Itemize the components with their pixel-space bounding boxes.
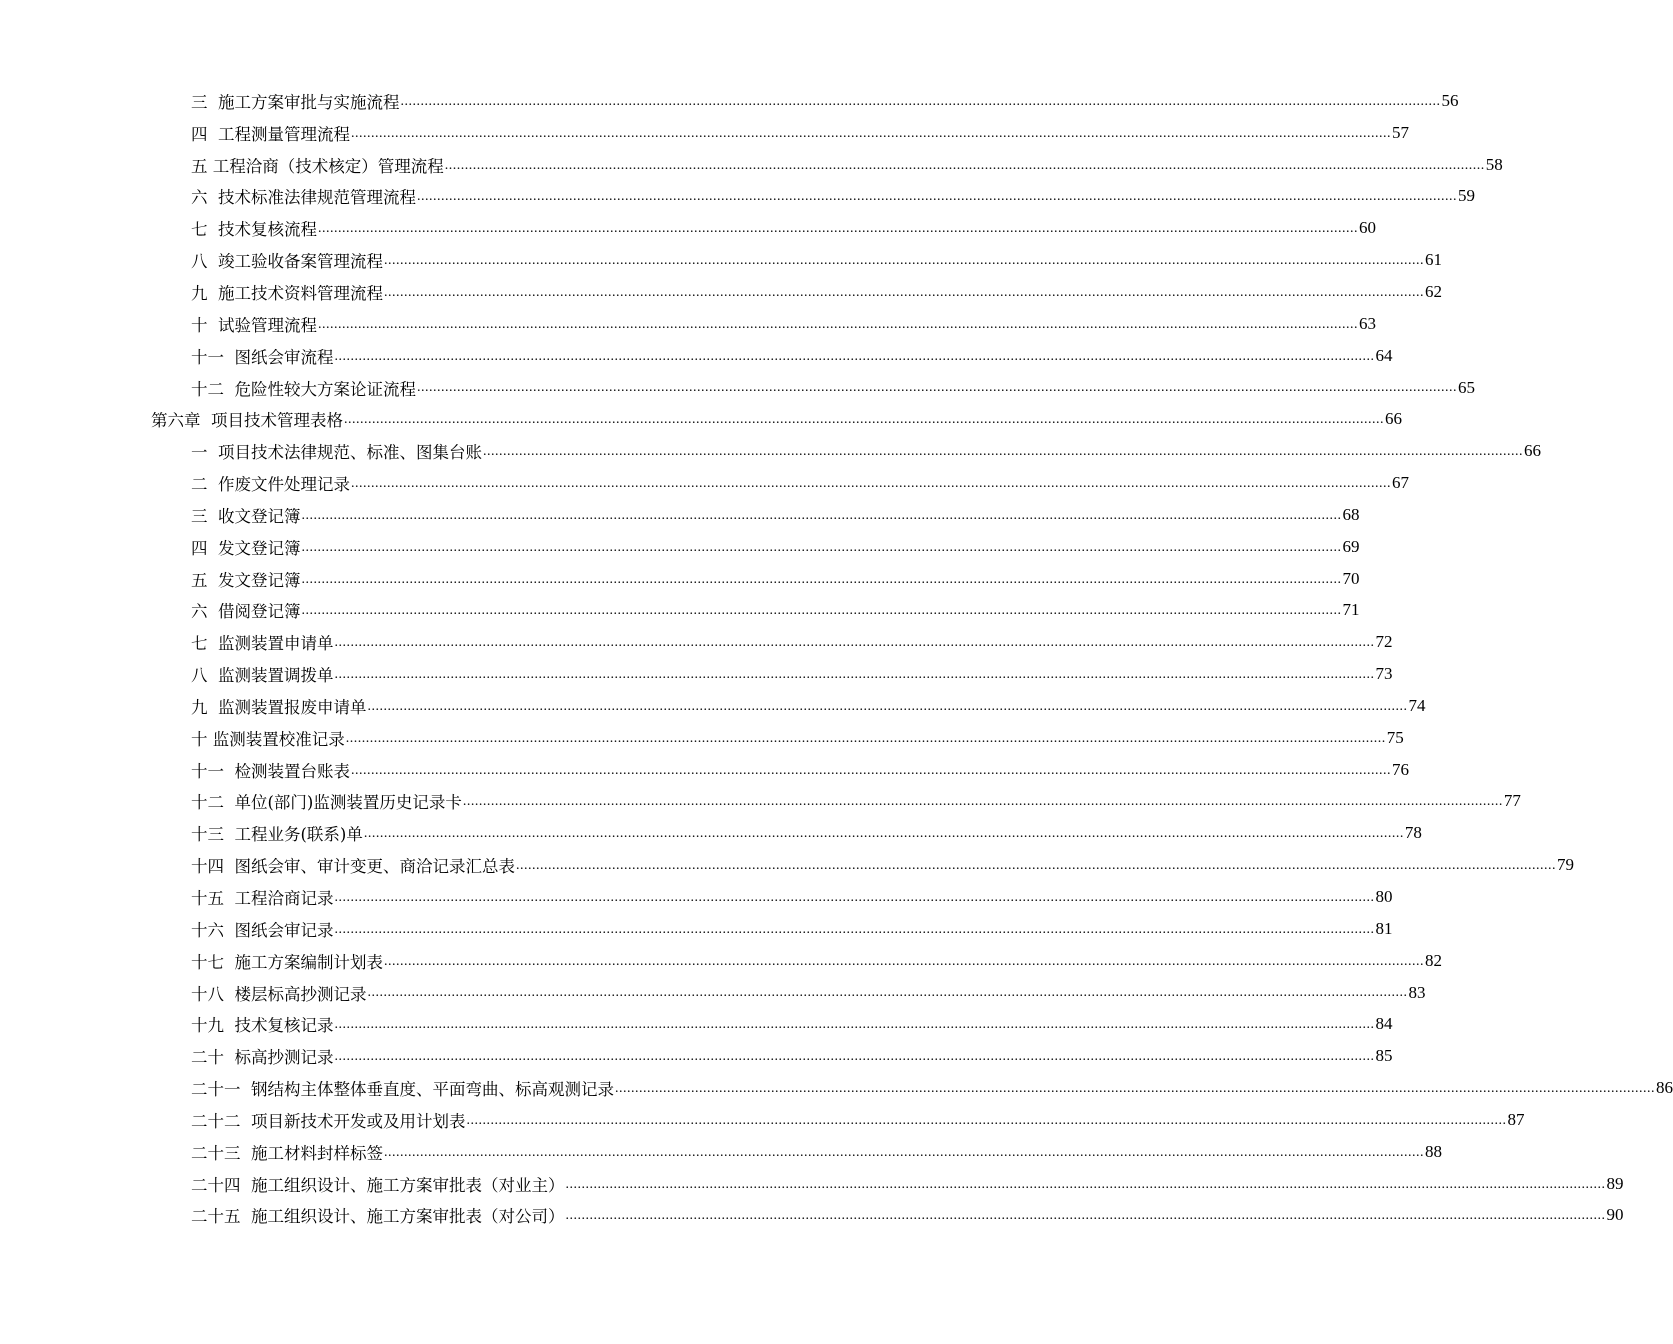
toc-entry[interactable] — [0, 754, 1409, 786]
toc-entry-title: 十一 图纸会审流程 — [191, 347, 334, 367]
toc-page-number: 84 — [1375, 1014, 1393, 1034]
toc-entry-title: 二 作废文件处理记录 — [191, 475, 350, 495]
toc-page-number: 78 — [1404, 823, 1422, 843]
toc-page-number: 79 — [1557, 855, 1574, 875]
toc-entry-title: 一 项目技术法律规范、标准、图集台账 — [191, 443, 482, 463]
toc-entry-title: 二十一 钢结构主体整体垂直度、平面弯曲、标高观测记录 — [191, 1080, 614, 1100]
toc-entry-title: 五 工程洽商（技术核定）管理流程 — [191, 156, 444, 176]
toc-page-number: 67 — [1392, 473, 1409, 493]
toc-page-number: 58 — [1485, 154, 1503, 174]
toc-dot-leader: .................................................................................................................................................................................................................................................................... — [318, 316, 1358, 332]
toc-entry-title: 十九 技术复核记录 — [191, 1016, 334, 1036]
toc-page-number: 82 — [1425, 950, 1442, 970]
toc-page-number: 88 — [1425, 1141, 1442, 1161]
toc-dot-leader: .................................................................................................................................................................................................................................................................... — [318, 221, 1358, 237]
toc-page-number: 83 — [1408, 982, 1426, 1002]
toc-entry-title: 十二 危险性较大方案论证流程 — [191, 379, 416, 399]
toc-page-number: 71 — [1342, 600, 1360, 620]
toc-dot-leader: .................................................................................................................................................................................................................................................................... — [615, 1081, 1655, 1096]
toc-entry-title: 三 施工方案审批与实施流程 — [191, 92, 400, 112]
toc-page-number: 75 — [1386, 727, 1404, 747]
toc-entry[interactable] — [0, 1200, 1624, 1232]
toc-dot-leader: .................................................................................................................................................................................................................................................................... — [351, 125, 1391, 141]
toc-dot-leader: .................................................................................................................................................................................................................................................................... — [334, 1049, 1375, 1065]
toc-entry[interactable] — [0, 849, 1574, 881]
toc-entry[interactable] — [0, 563, 1360, 595]
toc-entry-title: 七 技术复核流程 — [191, 220, 317, 240]
toc-page-number: 66 — [1524, 441, 1541, 461]
toc-dot-leader: .................................................................................................................................................................................................................................................................... — [351, 475, 1391, 491]
toc-entry[interactable] — [0, 1072, 1673, 1104]
toc-entry-title: 十五 工程洽商记录 — [191, 889, 334, 909]
toc-entry[interactable] — [0, 817, 1422, 849]
toc-page-number: 85 — [1375, 1046, 1393, 1066]
toc-dot-leader: .................................................................................................................................................................................................................................................................... — [400, 93, 1441, 109]
toc-dot-leader: .................................................................................................................................................................................................................................................................... — [417, 189, 1457, 205]
toc-entry-title: 二十五 施工组织设计、施工方案审批表（对公司） — [191, 1207, 565, 1227]
toc-dot-leader: .................................................................................................................................................................................................................................................................... — [344, 412, 1384, 428]
toc-dot-leader: .................................................................................................................................................................................................................................................................... — [466, 1112, 1507, 1128]
toc-entry[interactable] — [0, 499, 1360, 531]
toc-page-number: 68 — [1342, 504, 1360, 524]
toc-dot-leader: .................................................................................................................................................................................................................................................................... — [384, 284, 1424, 300]
toc-entry-title: 三 收文登记簿 — [191, 506, 301, 526]
toc-entry-title: 十三 工程业务(联系)单 — [191, 825, 363, 845]
toc-entry[interactable] — [0, 372, 1475, 404]
toc-entry[interactable] — [0, 626, 1393, 658]
toc-entry[interactable] — [0, 340, 1393, 372]
toc-dot-leader: .................................................................................................................................................................................................................................................................... — [301, 571, 1342, 587]
toc-entry[interactable] — [0, 1040, 1393, 1072]
toc-entry[interactable] — [0, 658, 1393, 690]
toc-entry-title: 八 竣工验收备案管理流程 — [191, 252, 383, 272]
toc-entry-title: 九 施工技术资料管理流程 — [191, 283, 383, 303]
toc-entry[interactable] — [0, 1168, 1624, 1200]
toc-dot-leader: .................................................................................................................................................................................................................................................................... — [334, 1017, 1375, 1033]
toc-page-number: 64 — [1375, 345, 1393, 365]
toc-entry[interactable] — [0, 786, 1521, 818]
toc-page-number: 90 — [1606, 1205, 1624, 1225]
toc-page-number: 63 — [1359, 313, 1376, 333]
toc-dot-leader: .................................................................................................................................................................................................................................................................... — [334, 889, 1375, 905]
toc-page-number: 70 — [1342, 568, 1360, 588]
toc-entry-title: 二十二 项目新技术开发或及用计划表 — [191, 1111, 466, 1131]
toc-page-number: 56 — [1441, 90, 1459, 110]
toc-page-number: 87 — [1507, 1109, 1525, 1129]
table-of-contents — [0, 85, 1673, 1231]
toc-entry[interactable] — [0, 181, 1475, 213]
toc-entry-title: 四 发文登记簿 — [191, 538, 301, 558]
toc-page-number: 60 — [1359, 218, 1376, 238]
toc-dot-leader: .................................................................................................................................................................................................................................................................... — [565, 1176, 1606, 1192]
toc-dot-leader: .................................................................................................................................................................................................................................................................... — [367, 985, 1408, 1001]
toc-dot-leader: .................................................................................................................................................................................................................................................................... — [345, 730, 1386, 746]
toc-page-number: 61 — [1425, 250, 1442, 270]
toc-page-number: 80 — [1375, 887, 1393, 907]
toc-dot-leader: .................................................................................................................................................................................................................................................................... — [444, 157, 1485, 173]
toc-page-number: 73 — [1375, 664, 1393, 684]
toc-entry-title: 七 监测装置申请单 — [191, 634, 334, 654]
toc-entry[interactable] — [0, 467, 1409, 499]
toc-entry-title: 二十三 施工材料封样标签 — [191, 1143, 383, 1163]
toc-dot-leader: .................................................................................................................................................................................................................................................................... — [363, 826, 1404, 842]
toc-entry-title: 九 监测装置报废申请单 — [191, 697, 367, 717]
toc-entry[interactable] — [0, 531, 1360, 563]
toc-page-number: 62 — [1425, 281, 1442, 301]
toc-entry[interactable] — [0, 722, 1404, 754]
toc-dot-leader: .................................................................................................................................................................................................................................................................... — [301, 507, 1342, 523]
toc-dot-leader: .................................................................................................................................................................................................................................................................... — [301, 539, 1342, 555]
toc-entry[interactable] — [0, 1136, 1442, 1168]
toc-entry[interactable] — [0, 308, 1376, 340]
toc-entry-title: 二十四 施工组织设计、施工方案审批表（对业主） — [191, 1175, 565, 1195]
toc-page-number: 69 — [1342, 536, 1360, 556]
toc-entry-title: 十二 单位(部门)监测装置历史记录卡 — [191, 793, 462, 813]
toc-entry-title: 十一 检测装置台账表 — [191, 761, 350, 781]
toc-dot-leader: .................................................................................................................................................................................................................................................................... — [516, 858, 1556, 874]
toc-dot-leader: .................................................................................................................................................................................................................................................................... — [367, 698, 1408, 714]
toc-entry-title: 四 工程测量管理流程 — [191, 124, 350, 144]
toc-entry[interactable] — [0, 85, 1459, 117]
toc-entry-title: 五 发文登记簿 — [191, 570, 301, 590]
toc-dot-leader: .................................................................................................................................................................................................................................................................... — [483, 444, 1523, 460]
toc-dot-leader: .................................................................................................................................................................................................................................................................... — [462, 794, 1503, 810]
toc-dot-leader: .................................................................................................................................................................................................................................................................... — [417, 380, 1457, 396]
toc-entry[interactable] — [0, 913, 1393, 945]
toc-dot-leader: .................................................................................................................................................................................................................................................................... — [384, 1144, 1424, 1160]
toc-dot-leader: .................................................................................................................................................................................................................................................................... — [301, 603, 1342, 619]
toc-dot-leader: .................................................................................................................................................................................................................................................................... — [334, 635, 1375, 651]
toc-entry-title: 十八 楼层标高抄测记录 — [191, 984, 367, 1004]
toc-entry-title: 八 监测装置调拨单 — [191, 666, 334, 686]
toc-chapter-entry[interactable] — [0, 403, 1402, 435]
toc-entry[interactable] — [0, 212, 1376, 244]
toc-entry[interactable] — [0, 595, 1360, 627]
toc-page-number: 89 — [1606, 1173, 1624, 1193]
toc-entry-title: 十 试验管理流程 — [191, 315, 317, 335]
toc-entry[interactable] — [0, 977, 1426, 1009]
toc-entry-title: 六 技术标准法律规范管理流程 — [191, 188, 416, 208]
toc-entry[interactable] — [0, 1104, 1525, 1136]
toc-entry-title: 十 监测装置校准记录 — [191, 729, 345, 749]
toc-entry-title: 第六章 项目技术管理表格 — [151, 411, 343, 431]
toc-entry[interactable] — [0, 149, 1503, 181]
toc-entry-title: 十六 图纸会审记录 — [191, 920, 334, 940]
toc-page-number: 77 — [1503, 791, 1521, 811]
toc-entry[interactable] — [0, 690, 1426, 722]
toc-entry[interactable] — [0, 881, 1393, 913]
toc-page-number: 65 — [1458, 377, 1475, 397]
toc-page-number: 72 — [1375, 632, 1393, 652]
toc-dot-leader: .................................................................................................................................................................................................................................................................... — [384, 953, 1424, 969]
toc-entry[interactable] — [0, 117, 1409, 149]
toc-page-number: 66 — [1385, 409, 1402, 429]
toc-page-number: 59 — [1458, 186, 1475, 206]
toc-entry[interactable] — [0, 435, 1541, 467]
toc-dot-leader: .................................................................................................................................................................................................................................................................... — [351, 762, 1391, 778]
toc-entry-title: 十四 图纸会审、审计变更、商洽记录汇总表 — [191, 857, 515, 877]
toc-page-number: 76 — [1392, 759, 1409, 779]
toc-entry[interactable] — [0, 945, 1442, 977]
toc-entry-title: 六 借阅登记簿 — [191, 602, 301, 622]
toc-dot-leader: .................................................................................................................................................................................................................................................................... — [565, 1208, 1606, 1224]
toc-page-number: 81 — [1375, 918, 1393, 938]
toc-entry[interactable] — [0, 276, 1442, 308]
toc-dot-leader: .................................................................................................................................................................................................................................................................... — [384, 253, 1424, 269]
toc-dot-leader: .................................................................................................................................................................................................................................................................... — [334, 667, 1375, 683]
toc-entry-title: 十七 施工方案编制计划表 — [191, 952, 383, 972]
toc-dot-leader: .................................................................................................................................................................................................................................................................... — [334, 921, 1375, 937]
toc-page-number: 74 — [1408, 695, 1426, 715]
toc-entry[interactable] — [0, 244, 1442, 276]
toc-dot-leader: .................................................................................................................................................................................................................................................................... — [334, 348, 1375, 364]
toc-page-number: 86 — [1656, 1078, 1673, 1098]
toc-page-number: 57 — [1392, 122, 1409, 142]
toc-entry-title: 二十 标高抄测记录 — [191, 1048, 334, 1068]
toc-entry[interactable] — [0, 1008, 1393, 1040]
